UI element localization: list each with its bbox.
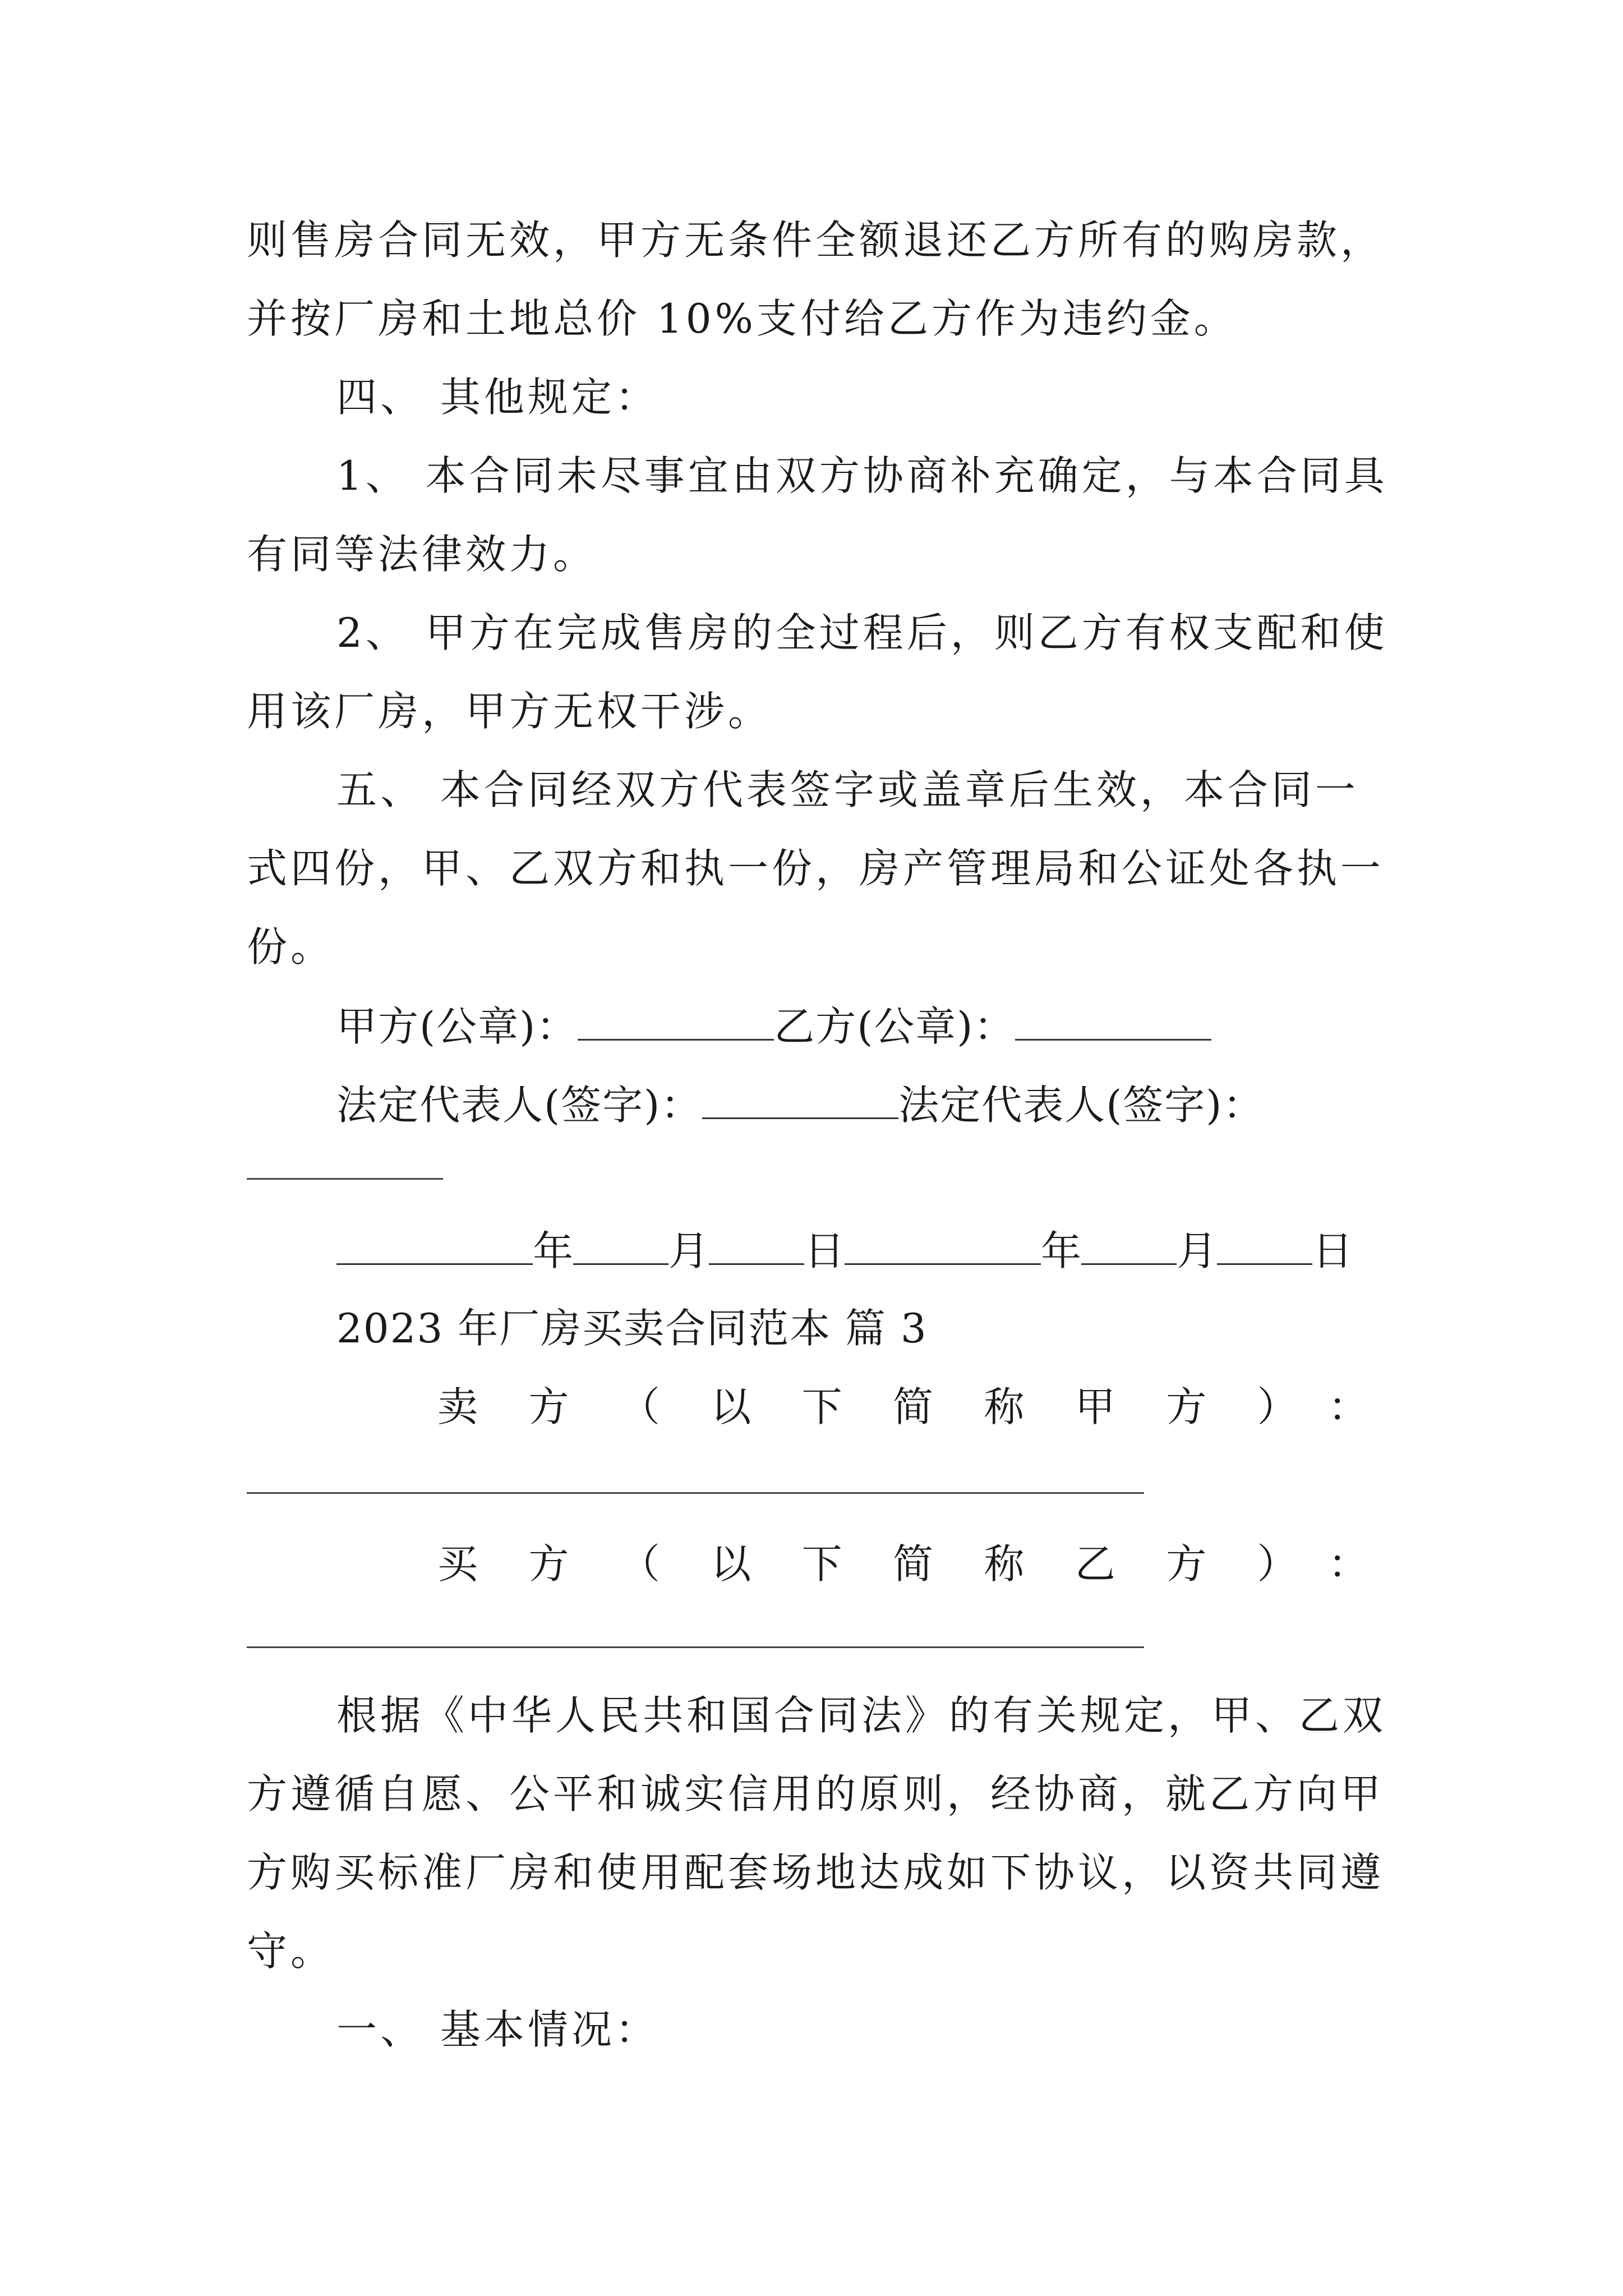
party-a-seal-blank[interactable] [578,999,774,1041]
date-a-day-blank[interactable] [709,1223,804,1265]
clause-5-line: 份。 [247,923,335,970]
seller-blank[interactable] [247,1492,1144,1494]
paragraph-line: 则售房合同无效，甲方无条件全额退还乙方所有的购房款， [247,217,1385,264]
month-label: 月 [1177,1227,1218,1274]
basic-info-heading: 一、 基本情况： [336,2006,659,2053]
date-line [336,1223,1353,1278]
intro-line: 方遵循自愿、公平和诚实信用的原则，经协商，就乙方向甲 [247,1770,1385,1818]
date-b-year-blank[interactable] [845,1223,1041,1265]
representative-line [336,1077,1264,1132]
intro-line: 根据《中华人民共和国合同法》的有关规定，甲、乙双 [336,1692,1387,1739]
party-b-rep-blank[interactable] [247,1178,443,1180]
paragraph-line: 并按厂房和土地总价 10%支付给乙方作为违约金。 [247,295,1238,342]
clause-5-line: 五、 本合同经双方代表签字或盖章后生效，本合同一 [336,766,1359,813]
clause-5-line: 式四份，甲、乙双方和执一份，房产管理局和公证处各执一 [247,845,1385,892]
seal-line [336,999,1211,1053]
date-a-year-blank[interactable] [336,1223,533,1265]
clause-1-line: 1、 本合同未尽事宜由双方协商补充确定，与本合同具 [336,452,1388,499]
party-b-seal-label: 乙方(公章)： [774,1003,1016,1050]
day-label: 日 [804,1227,845,1274]
clause-1-line: 有同等法律效力。 [247,531,597,578]
section-title: 2023 年厂房买卖合同范本 篇 3 [336,1305,928,1352]
intro-line: 方购买标准厂房和使用配套场地达成如下协议，以资共同遵 [247,1849,1385,1896]
date-a-month-blank[interactable] [573,1223,668,1265]
clause-2-line: 用该厂房，甲方无权干涉。 [247,688,772,735]
section-heading-other-rules: 四、 其他规定： [336,374,659,421]
date-b-day-blank[interactable] [1217,1223,1312,1265]
seller-label: 卖方（以下简称甲方）： [437,1383,1368,1430]
party-a-seal-label: 甲方(公章)： [336,1003,578,1050]
month-label: 月 [668,1227,709,1274]
date-b-month-blank[interactable] [1081,1223,1177,1265]
intro-line: 守。 [247,1927,335,1975]
party-a-rep-label: 法定代表人(签字)： [336,1082,703,1129]
party-a-rep-blank[interactable] [702,1077,898,1119]
year-label: 年 [1041,1227,1082,1274]
clause-2-line: 2、 甲方在完成售房的全过程后，则乙方有权支配和使 [336,609,1388,656]
party-b-seal-blank[interactable] [1015,999,1211,1041]
day-label: 日 [1312,1227,1353,1274]
buyer-blank[interactable] [247,1646,1144,1648]
buyer-label: 买方（以下简称乙方）： [437,1540,1368,1588]
party-b-rep-label: 法定代表人(签字)： [898,1082,1265,1129]
year-label: 年 [533,1227,574,1274]
